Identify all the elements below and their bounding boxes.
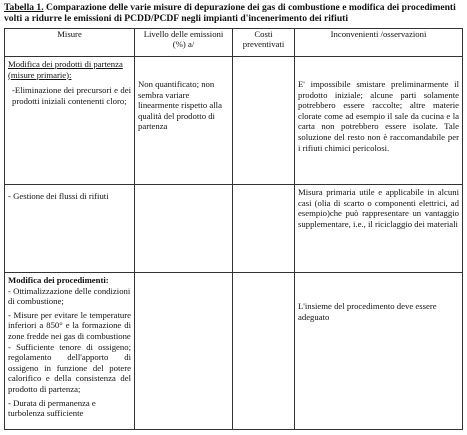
table-caption-text: Comparazione delle varie misure di depurazione dei gas di combustione e modifica dei procedimenti volti a ridurre le emissioni di PCDD/PCDF negli impianti d'incenerimento dei rifiuti [4, 2, 456, 24]
row3-note-cell [295, 273, 463, 430]
row2-item: - Gestione dei flussi di rifiuti [8, 191, 109, 201]
comparison-table [4, 28, 463, 430]
table-caption-label: Tabella 1. [4, 2, 44, 13]
header-inconvenienti: Inconvenienti /osservazioni [295, 29, 463, 57]
row3-costi-cell [233, 273, 295, 430]
row3-title: Modifica dei procedimenti: [8, 275, 109, 285]
table-row [5, 185, 463, 273]
header-costi: Costi preventivati [233, 29, 295, 57]
row3-item-2: - Misure per evitare le temperature inferiori a 850° e la formazione di zone fredde nei gas di combustione [8, 309, 131, 341]
row3-item-3: - Sufficiente tenore di ossigeno; regolamento dell'apporto di ossigeno in funzione del potere calorifico e della consistenza del prodotto di partenza; [8, 341, 131, 394]
row2-note-cell [295, 185, 463, 273]
table-row [5, 57, 463, 185]
row3-livello-cell [135, 273, 233, 430]
row3-misure-cell [5, 273, 135, 430]
row1-misure-cell [5, 57, 135, 185]
table-caption [4, 2, 459, 24]
row1-title: Modifica dei prodotti di partenza (misure primarie): [8, 59, 123, 80]
table-row [5, 273, 463, 430]
row1-note-cell [295, 57, 463, 185]
row2-misure-cell [5, 185, 135, 273]
row1-livello: Non quantificato; non sembra variare linearmente rispetto alla qualità del prodotto di partenza [138, 79, 222, 132]
row2-livello-cell [135, 185, 233, 273]
row3-item-1: - Ottimalizzazione delle condizioni di combustione; [8, 285, 131, 307]
row1-livello-cell [135, 57, 233, 185]
row2-note: Misura primaria utile e applicabile in alcuni casi (olia di scarto o componenti elettrici, ad esempio)che può rappresentare un vantaggio supplementare, i.e., il riciclaggio dei materiali [298, 187, 459, 229]
row3-note: L'insieme del procedimento deve essere adeguato [298, 301, 437, 322]
row1-item: -Eliminazione dei precursori e dei prodotti iniziali contenenti cloro; [12, 85, 131, 106]
row3-item-4: - Durata di permanenza e turbolenza sufficiente [8, 397, 96, 419]
row1-note: E' impossibile smistare preliminarmente il prodotto iniziale; alcune parti solamente potrebbero essere raccolte; altre materie clorate come ad esempio il sale da cucina e la carta non potrebbero essere isolate. Tale soluzione del resto non è raccomandabile per i rifiuti chimici pericolosi. [298, 79, 459, 153]
header-livello: Livello delle emissioni (%) a/ [135, 29, 233, 57]
row2-costi-cell [233, 185, 295, 273]
row1-costi-cell [233, 57, 295, 185]
header-misure: Misure [5, 29, 135, 57]
table-header-row [5, 29, 463, 57]
